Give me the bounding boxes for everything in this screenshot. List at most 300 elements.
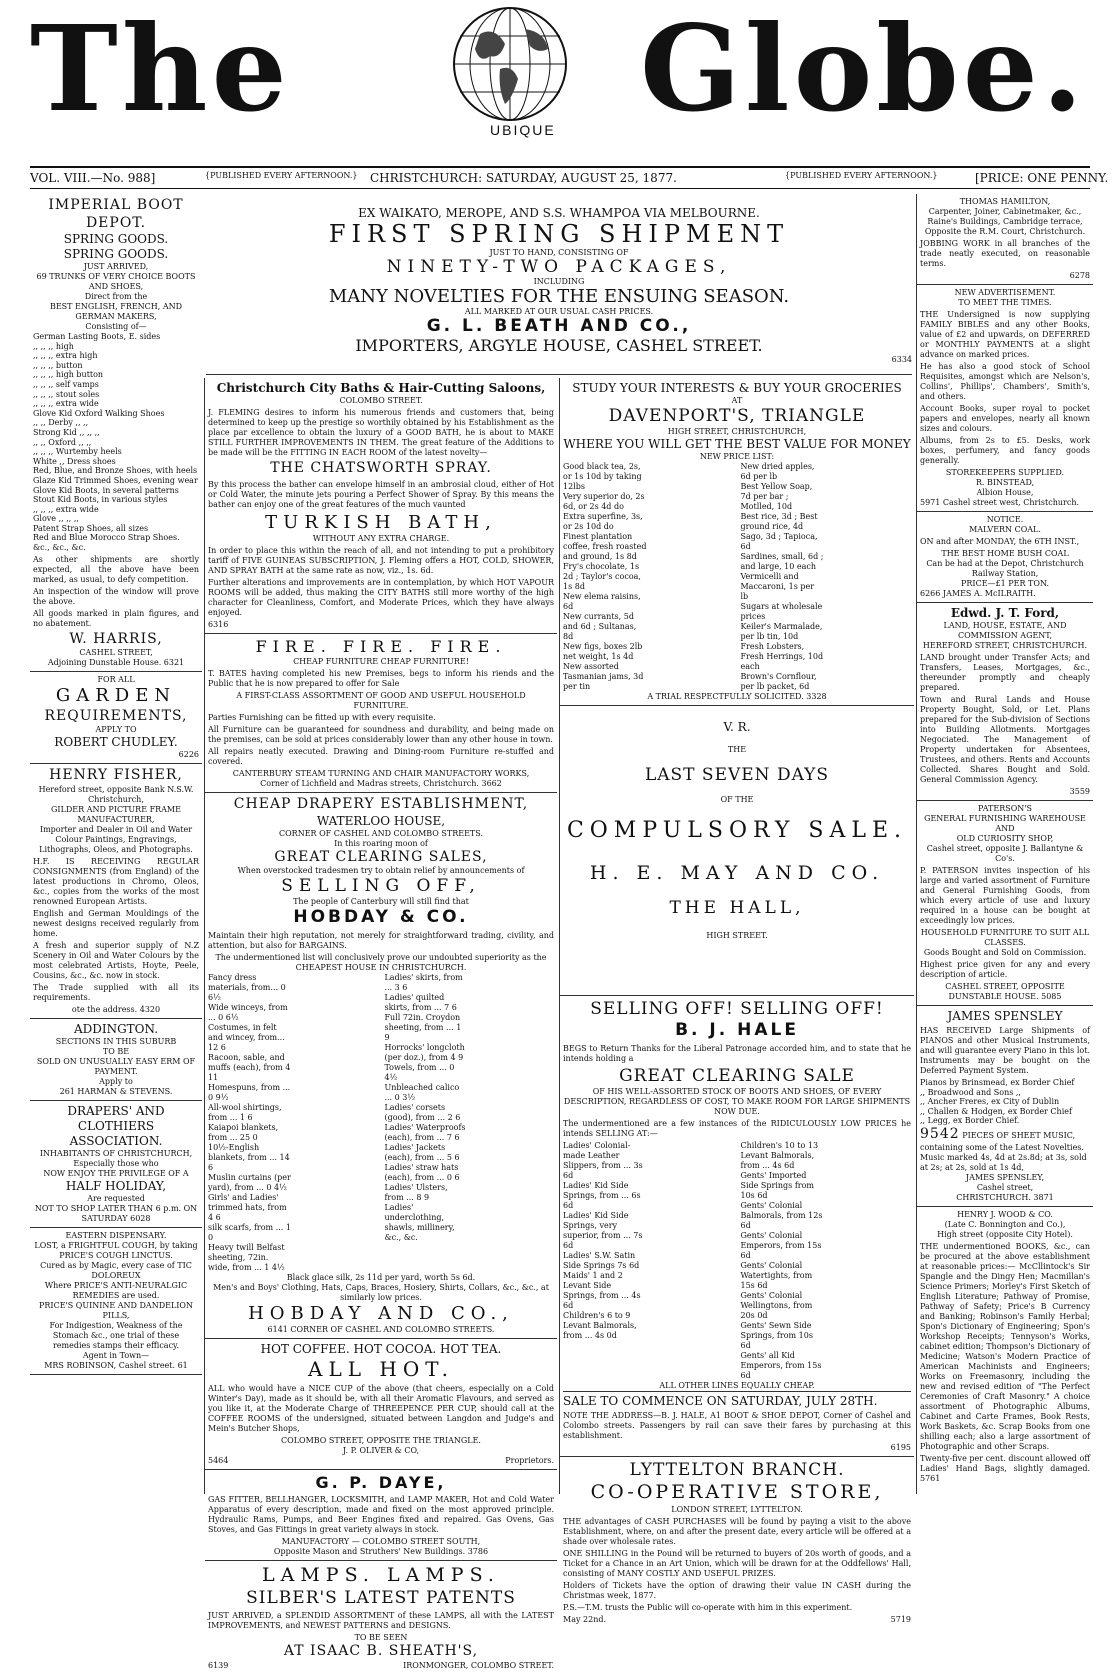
ad-line: GILDER AND PICTURE FRAME MANUFACTURER,: [51, 804, 181, 824]
ad-line: CASHEL STREET, OPPOSITE DUNSTABLE HOUSE.: [945, 982, 1065, 1001]
list-item: Strong Kid ,, ,, ,,: [33, 427, 100, 437]
ad-text: GAS FITTER, BELLHANGER, LOCKSMITH, and LAMP MAKER, Hot and Cold Water Apparatus of every description, made and fixed on the most approved principle. Hydraulic Rams, Pumps, and Beer Engines fixed and repaired. Gas Ovens, Gas Stoves, and Gas Fittings in great variety always in stock.: [208, 1495, 554, 1534]
ad-number: 5971: [920, 498, 941, 507]
ad-firm-name: 261 HARMAN & STEVENS.: [59, 1086, 173, 1096]
ad-number: 5085: [1041, 992, 1062, 1001]
ad-line: HOUSEHOLD FURNITURE TO SUIT ALL CLASSES.: [920, 928, 1090, 947]
ad-title: SELLING OFF,: [281, 876, 481, 896]
ad-firm-name: JAMES A. McILRAITH.: [942, 589, 1036, 598]
price-item: Good black tea, 2s, or 1s 10d by taking 12lbs: [563, 462, 642, 492]
ad-line: BEST ENGLISH, FRENCH, AND GERMAN MAKERS,: [49, 302, 183, 321]
ad-line: LAND, HOUSE, ESTATE, AND COMMISSION AGENT,: [943, 621, 1067, 640]
ad-title: COMPULSORY SALE.: [566, 817, 908, 843]
ad-firm-name: AT ISAAC B. SHEATH'S,: [283, 1643, 479, 1659]
ad-line: Apply to: [99, 1076, 133, 1086]
ad-title: SILBER'S LATEST PATENTS: [246, 1587, 516, 1608]
ad-line: OLD CURIOSITY SHOP,: [956, 834, 1054, 843]
ad-line: SPRING GOODS.: [63, 232, 169, 246]
price-item: New currants, 5d and 6d ; Sultanas, 8d: [563, 612, 637, 642]
ad-firm-name: G. P. DAYE,: [315, 1473, 447, 1492]
ad-line: Albion House,: [976, 488, 1034, 497]
ad-firm-name: JAMES SPENSLEY,: [965, 1173, 1045, 1183]
ad-firm-name: H. E. MAY AND CO.: [589, 862, 885, 884]
ad-line: WITHOUT ANY EXTRA CHARGE.: [312, 534, 450, 543]
ad-line: CANTERBURY STEAM TURNING AND CHAIR MANUFACTORY WORKS,: [232, 769, 530, 778]
price-item: silk scarfs, from ... 1 0: [208, 1222, 291, 1242]
ad-text: Highest price given for any and every description of article.: [920, 960, 1090, 979]
ad-line: Cashel street,: [976, 1183, 1034, 1193]
ad-title: IMPERIAL BOOT DEPOT.: [48, 197, 184, 231]
ad-title: THE CHATSWORTH SPRAY.: [270, 460, 492, 476]
ad-number: 6139: [208, 1660, 229, 1670]
ad-number: 6334: [891, 355, 912, 364]
price-item: Vermicelli and Maccaroni, 1s per lb: [740, 572, 815, 602]
ad-title: DRAPERS' AND CLOTHIERS ASSOCIATION.: [67, 1103, 165, 1148]
list-item: ,, ,, ,, self vamps: [33, 379, 99, 389]
ad-line: Opposite Mason and Struthers' New Buildings.: [273, 1547, 466, 1556]
list-item: Stout Kid Boots, in various styles: [33, 495, 168, 505]
list-item: German Lasting Boots, E. sides: [33, 332, 161, 341]
ad-line: SOLD ON UNUSUALLY EASY ERM OF PAYMENT.: [36, 1056, 196, 1076]
ad-firm-name: HENRY FISHER,: [49, 767, 183, 784]
ad-firm-name: JAMES SPENSLEY: [947, 1009, 1063, 1023]
ad-line: INCLUDING: [533, 277, 585, 286]
price-item: Towels, from ... 0 4½: [384, 1062, 455, 1082]
list-item: ,, ,, ,, extra wide: [33, 399, 99, 409]
price-item: Ladies' Jackets (each), from ... 5 6: [384, 1142, 460, 1162]
list-item: Pianos by Brinsmead, ex Border Chief: [920, 1078, 1075, 1087]
ad-text: A fresh and superior supply of N.Z Scenery in Oil and Water Colours by the most celebrated Artists, Hoyte, Peele, Cousins, &c., &c. now in stock.: [33, 940, 199, 980]
ad-line: STOREKEEPERS SUPPLIED.: [945, 468, 1065, 477]
ad-firm-name: Edwd. J. T. Ford,: [950, 606, 1060, 620]
ad-text: Holders of Tickets have the option of drawing their value IN CASH during the Christmas week, 1877.: [563, 1580, 911, 1600]
ad-number: 6266: [920, 589, 941, 598]
price-item: Best rice, 3d ; Best ground rice, 4d: [740, 512, 818, 532]
price-item: Unbleached calico ... 0 3½: [384, 1082, 460, 1102]
ad-firm-name: THOMAS HAMILTON,: [959, 197, 1051, 206]
ad-text: ONE SHILLING in the Pound will be returned to buyers of 20s worth of goods, and a Ticket for a Chance in an Art Union, which will be drawn for at the Oddfellows' Hall, consisting of MANY COSTLY AND USEFUL PRIZES.: [563, 1548, 911, 1578]
ad-line: CHRISTCHURCH.: [956, 1193, 1031, 1203]
ad-line: Where PRICE'S ANTI-NEURALGIC REMEDIES are used.: [44, 1280, 188, 1300]
ad-line: May 22nd.: [563, 1614, 607, 1624]
price: [PRICE: ONE PENNY.: [975, 171, 1109, 185]
price-item: Ladies' S.W. Satin Side Springs 7s 6d: [563, 1250, 640, 1270]
price-item: Gents' Colonial Balmorals, from 12s 6d: [740, 1200, 823, 1230]
price-item: Ladies' Waterproofs (each), from ... 7 6: [384, 1122, 466, 1142]
ad-title: ADDINGTON.: [73, 1021, 159, 1036]
price-item: Full 72in. Croydon sheeting, from ... 1 9: [384, 1012, 462, 1042]
ad-line: The undermentioned list will conclusively prove our undoubted superiority as the CHEAPEST HOUSE IN CHRISTCHURCH.: [215, 952, 547, 972]
ad-title: STUDY YOUR INTERESTS & BUY YOUR GROCERIES: [572, 381, 902, 395]
ad-title: ALL HOT.: [308, 1357, 454, 1381]
list-item: Glove Kid Oxford Walking Shoes: [33, 408, 165, 418]
ad-line: Proprietors.: [505, 1456, 554, 1465]
ad-firm-name: DAVENPORT'S, TRIANGLE: [608, 406, 866, 426]
price-item: Ladies' straw hats (each), from ... 0 6: [384, 1162, 460, 1182]
sheet-music-count: 9542: [920, 1125, 960, 1142]
ad-number: 6028: [130, 1213, 151, 1223]
price-item: Sago, 3d ; Tapioca, 6d: [740, 532, 818, 552]
ad-title: TURKISH BATH,: [265, 511, 497, 533]
price-item: Muslin curtains (per yard), from ... 0 4½: [208, 1172, 291, 1192]
furniture-ad: [205, 634, 557, 793]
ad-line: ALL OTHER LINES EQUALLY CHEAP.: [659, 1380, 815, 1390]
ad-text: JUST ARRIVED, a SPLENDID ASSORTMENT of these LAMPS, all with the LATEST IMPROVEMENTS, and NEWEST PATTERNS and DESIGNS.: [208, 1611, 554, 1630]
ad-firm-name: HOBDAY & CO.: [293, 907, 469, 928]
ad-title: MALVERN COAL.: [969, 525, 1041, 534]
price-item: Heavy twill Belfast sheeting, 72in. wide, from ... 1 4½: [208, 1242, 285, 1272]
price-item: Horrocks' longcloth (per doz.), from 4 9: [384, 1042, 465, 1062]
ad-address: IMPORTERS, ARGYLE HOUSE, CASHEL STREET.: [355, 336, 763, 355]
ad-line: Cured as by Magic, every case of TIC DOLOREUX: [40, 1260, 192, 1280]
ad-title: TO MEET THE TIMES.: [958, 298, 1052, 307]
ad-title: REQUIREMENTS,: [44, 707, 188, 724]
drapers-ad: [30, 1101, 202, 1228]
ad-title: LAMPS. LAMPS.: [262, 1564, 500, 1586]
lamps-ad: [205, 1561, 557, 1674]
ad-line: ALL MARKED AT OUR USUAL CASH PRICES.: [464, 307, 654, 316]
ad-text: Albums, from 2s to £5. Desks, work boxes, perfumery, and fancy goods generally.: [920, 436, 1090, 465]
price-item: 10½-English blankets, from ... 14 6: [208, 1142, 290, 1172]
price-item: Brown's Cornflour, per lb packet, 6d: [740, 672, 817, 692]
malvern-ad: [917, 512, 1093, 603]
price-item: Ladies' underclothing, shawls, millinery, &c., &c.: [384, 1202, 455, 1242]
ad-text: An inspection of the window will prove the above.: [33, 586, 199, 606]
ad-text: English and German Mouldings of the newest designs received regularly from home.: [33, 908, 199, 938]
ad-title: LYTTELTON BRANCH.: [629, 1459, 845, 1480]
ad-firm-name: PATERSON'S: [978, 804, 1032, 813]
ad-headline: FIRST SPRING SHIPMENT: [328, 220, 790, 248]
price-item: Very superior do, 2s 6d, or 2s 4d do: [563, 492, 645, 512]
ad-line: Consisting of—: [85, 322, 147, 331]
ad-line: The people of Canterbury will still find that: [293, 897, 469, 907]
ad-text: ON and after MONDAY, the 6TH INST.,: [920, 537, 1080, 546]
ad-line: MANUFACTORY — COLOMBO STREET SOUTH,: [281, 1537, 481, 1546]
price-item: Keiler's Marmalade, per lb tin, 10d: [740, 622, 823, 642]
ad-line: COLOMBO STREET, OPPOSITE THE TRIANGLE.: [281, 1436, 481, 1445]
ad-title: HALF HOLIDAY,: [65, 1178, 167, 1193]
ad-title: GARDEN: [55, 685, 177, 707]
list-item: ,, Broadwood and Sons ,,: [920, 1087, 1021, 1097]
list-item: ,, ,, ,, button: [33, 360, 83, 370]
list-item: Patent Strap Shoes, all sizes: [33, 523, 149, 533]
garden-ad: [30, 672, 202, 764]
ad-title: GREAT CLEARING SALES,: [274, 848, 488, 865]
ad-line: (Late C. Bonnington and Co.),: [944, 1220, 1066, 1230]
ad-line: NOT TO SHOP LATER THAN 6 p.m. ON SATURDAY: [34, 1203, 198, 1223]
ad-text: As other shipments are shortly expected, all the above have been marked, as usual, to defy competition.: [33, 554, 199, 584]
ad-text: All goods marked in plain figures, and no abatement.: [33, 608, 199, 628]
list-item: Glove Kid Boots, in several patterns: [33, 485, 179, 495]
ad-text: Maintain their high reputation, not merely for straightforward trading, civility, and attention, but also for BARGAINS.: [208, 930, 554, 950]
ad-text: Parties Furnishing can be fitted up with every requisite.: [208, 713, 436, 722]
list-item: ,, ,, ,, stout soles: [33, 389, 100, 399]
list-item: ,, ,, Derby ,, ,,: [33, 418, 89, 428]
ad-line: Hereford street, opposite Bank N.S.W. Christchurch,: [38, 784, 194, 804]
ad-text: T. BATES having completed his new Premises, begs to inform his riends and the Public that he is now prepared to offer for Sale: [208, 669, 554, 688]
royal-cipher: V. R.: [723, 720, 751, 735]
ad-line: Black glace silk, 2s 11d per yard, worth 5s 6d.: [286, 1272, 476, 1282]
price-item: Ladies' corsets (good), from ... 2 6: [384, 1102, 461, 1122]
price-item: Children's 6 to 9 Levant Balmorals, from ... 4s 0d: [563, 1310, 637, 1340]
price-item: Girls' and Ladies' trimmed hats, from 4 6: [208, 1192, 287, 1222]
dateline: [30, 166, 1109, 189]
price-item: New assorted Tasmanian jams, 3d per tin: [563, 662, 644, 692]
ad-title: WHERE YOU WILL GET THE BEST VALUE FOR MONEY: [563, 437, 911, 452]
price-item: Costumes, in felt and wincey, from... 12 6: [208, 1022, 285, 1052]
ad-line: COLOMBO STREET.: [339, 396, 423, 405]
ad-title: CO-OPERATIVE STORE,: [590, 1481, 884, 1503]
list-item: Glaze Kid Trimmed Shoes, evening wear: [33, 475, 198, 485]
ad-number: 3871: [1033, 1193, 1054, 1203]
boot-list: [33, 332, 199, 553]
ad-line: GENERAL FURNISHING WAREHOUSE: [924, 814, 1086, 823]
list-item: ,, ,, ,, Wurtemby heels: [33, 447, 122, 457]
ad-number: 3786: [467, 1547, 489, 1556]
ad-line: THE: [727, 745, 747, 755]
may-ad: [560, 706, 914, 996]
ad-title: GREAT CLEARING SALE: [619, 1065, 855, 1086]
column-2: [204, 378, 557, 1670]
ad-line: Cashel street, opposite J. Ballantyne & Co's.: [926, 844, 1084, 863]
ad-line: APPLY TO: [95, 725, 137, 735]
price-item: Gents' all Kid Emperors, from 15s 6d: [740, 1350, 822, 1380]
price-list: [208, 973, 554, 1273]
ad-headline: NINETY-TWO PACKAGES,: [386, 257, 732, 277]
ad-firm-name: HENRY J. WOOD & CO.: [957, 1210, 1053, 1220]
binstead-ad: [917, 285, 1093, 512]
ad-title: LAST SEVEN DAYS: [644, 765, 830, 786]
ad-line: Adjoining Dunstable House.: [47, 658, 162, 668]
ad-title: WATERLOO HOUSE,: [316, 813, 446, 828]
ad-line: When overstocked tradesmen try to obtain relief by announcements of: [237, 866, 525, 875]
ad-line: LOST, a FRIGHTFUL COUGH, by taking PRICE'S COUGH LINCTUS.: [34, 1240, 198, 1260]
price-item: Extra superfine, 3s, or 2s 10d do: [563, 512, 643, 532]
ad-line: 69 TRUNKS OF VERY CHOICE BOOTS AND SHOES,: [36, 272, 196, 291]
ford-ad: [917, 603, 1093, 801]
wood-ad: [917, 1207, 1093, 1489]
ad-text: THE Undersigned is now supplying FAMILY BIBLES and any other Books, value of £2 and upwards, on DEFERRED or MONTHLY PAYMENTS at a slight advance on marked prices.: [920, 310, 1090, 359]
globe-icon: [450, 4, 570, 124]
ad-number: 6321: [163, 658, 185, 668]
ad-text: Town and Rural Lands and House Property Bought, Sold, or Let. Plans prepared for the Sub-division of Sections into Building Allotments. Mortgages Negociated. The Management of Property undertaken for Absentees, Trustees, and others. Rents and Accounts Collected. Shares Bought and Sold. General Commission Agency.: [920, 695, 1090, 784]
ad-line: A FIRST-CLASS ASSORTMENT OF GOOD AND USEFUL HOUSEHOLD FURNITURE.: [236, 691, 526, 710]
hobday-ad: [205, 793, 557, 1339]
spensley-ad: [917, 1006, 1093, 1207]
ad-text: Twenty-five per cent. discount allowed off Ladies' Hand Bags, slightly damaged.: [920, 1454, 1090, 1474]
ad-line: For Indigestion, Weakness of the Stomach &c., one trial of these remedies stamps their efficacy.: [49, 1320, 183, 1350]
price-item: Kaiapoi blankets, from ... 25 0: [208, 1122, 279, 1142]
price-item: Ladies' Kid Side Springs, very superior, from ... 7s 6d: [563, 1210, 643, 1250]
ad-title: Christchurch City Baths & Hair-Cutting Saloons,: [216, 381, 546, 395]
price-item: Gents' Colonial Emperors, from 15s 6d: [740, 1230, 822, 1260]
ad-text: All Furniture can be guaranteed for soundness and durability, and being made on the premises, can be sold at prices considerably lower than any other house in town.: [208, 725, 554, 744]
ad-line: NEW PRICE LIST:: [699, 452, 775, 462]
hamilton-ad: [917, 194, 1093, 285]
ad-text: H.F. IS RECEIVING REGULAR CONSIGNMENTS (from England) of the latest productions in Chromo, Oleos, &c., copies from the works of the most renowned European Artists.: [33, 856, 199, 906]
ad-text: J. FLEMING desires to inform his numerous friends and customers that, being determined to keep up the prestige so worthily obtained by his Establishment as the place par excellence to obtain the luxury of a GOOD BATH, he is about to MAKE STILL FURTHER IMPROVEMENTS IN THEM. The great feature of the Additions to be made will be the FITTING IN EACH ROOM of the latest novelty—: [208, 408, 554, 457]
price-item: Racoon, sable, and muffs (each), from 4 11: [208, 1052, 291, 1082]
ad-line: INHABITANTS OF CHRISTCHURCH,: [39, 1148, 193, 1158]
dispensary-ad: [30, 1228, 202, 1375]
ad-number: 4320: [139, 1004, 161, 1014]
ad-line: AND: [995, 824, 1015, 833]
ad-number: 3328: [806, 692, 827, 702]
list-item: ,, ,, ,, high: [33, 341, 74, 351]
price-item: Fresh Lobsters, Fresh Herrings, 10d each: [740, 642, 824, 672]
boot-depot-ad: [30, 194, 202, 672]
ad-title: SELLING OFF! SELLING OFF!: [590, 999, 884, 1019]
ad-text: LAND brought under Transfer Acts; and Transfers, Leases, Mortgages, &c., thereunder promptly and cheaply prepared.: [920, 653, 1090, 692]
price-item: Wide winceys, from ... 0 6½: [208, 1002, 288, 1022]
ad-line: JUST TO HAND, CONSISTING OF: [489, 248, 629, 257]
published-left: {PUBLISHED EVERY AFTERNOON.}: [205, 171, 358, 180]
ad-line: Corner of Lichfield and Madras streets, Christchurch.: [260, 779, 479, 788]
ad-line: SECTIONS IN THIS SUBURB: [55, 1036, 177, 1046]
price-item: Children's 10 to 13 Levant Balmorals, from ... 4s 6d: [740, 1140, 819, 1170]
list-item: ,, Challen & Hodgen, ex Border Chief: [920, 1106, 1072, 1116]
ad-title: FIRE. FIRE. FIRE.: [255, 637, 507, 656]
ad-firm-name: R. BINSTEAD,: [975, 478, 1035, 487]
price-item: Fancy dress materials, from... 0 6½: [208, 972, 286, 1002]
ad-title: SALE TO COMMENCE ON SATURDAY, JULY 28TH.: [563, 1391, 911, 1409]
ad-line: Carpenter, Joiner, Cabinetmaker, &c., Raine's Buildings, Cambridge terrace, Opposite the R.M. Court, Christchurch.: [924, 207, 1086, 236]
ad-text: NOTE THE ADDRESS—B. J. HALE, A1 BOOT & SHOE DEPOT, Corner of Cashel and Colombo streets. Passengers by rail can save their fares by purchasing at this establishment.: [563, 1410, 911, 1440]
ad-text: The Trade supplied with all its requirements.: [33, 982, 199, 1002]
ad-line: AT: [731, 396, 743, 405]
ad-line: PRICE—£1 PER TON.: [961, 579, 1049, 588]
paterson-ad: [917, 801, 1093, 1006]
ad-line: IRONMONGER, COLOMBO STREET.: [403, 1660, 554, 1670]
ad-firm-name: J. P. OLIVER & CO,: [342, 1446, 420, 1455]
list-item: Glove ,, ,, ,,: [33, 514, 79, 524]
price-item: Homespuns, from ... 0 9½: [208, 1082, 291, 1102]
ad-text: By this process the bather can envelope himself in an ambrosial cloud, either of Hot or Cold Water, the minute jets pouring a Perfect Shower of Spray. By this means the bather can enjoy one of the great features of the much vaunted: [208, 479, 554, 509]
ad-line: Importer and Dealer in Oil and Water Colour Paintings, Engravings, Lithographs, Oleos, and Photographs.: [39, 824, 193, 854]
ad-text: THE undermentioned BOOKS, &c., can be procured at the above establishment at reasonable prices:— McCllintock's Sir Spangle and the Dingy Hen; Macmillan's Science Primers; Morley's First Sketch of English Literature; Pathway of Promise, Pathway of Safety; Price's B Currency and Banking; Robinson's Family Herbal; Spon's Dictionary of Engineering; Spon's Workshop Receipts; Tennyson's Works, cabinet edition; Thompson's Dictionary of Medicine; Watson's Modern Practice of American Machinists and Engineers; Works on Freemasonry, including the new and revised edition of "The Perfect Ceremonies of Craft Masonry." A choice assortment of Photographic Albums, Cabinet and Carte Frames, Book Rests, Work Baskets, &c. Scrap Books from one shilling each; also a large assortment of Photographic and other Scraps.: [920, 1242, 1090, 1452]
ad-headline: MANY NOVELTIES FOR THE ENSUING SEASON.: [328, 286, 790, 307]
ad-number: 6195: [890, 1442, 911, 1452]
ad-title: EASTERN DISPENSARY.: [65, 1230, 167, 1240]
ad-text: JOBBING WORK in all branches of the trade neatly executed, on reasonable terms.: [920, 239, 1090, 268]
list-item: ,, ,, ,, extra high: [33, 351, 98, 361]
ad-number: 5719: [890, 1614, 911, 1624]
price-item: Finest plantation coffee, fresh roasted and ground, 1s 8d: [563, 532, 647, 562]
ad-title: THE HALL,: [669, 897, 805, 918]
ad-line: TO BE SEEN: [354, 1633, 408, 1642]
ad-line: In this roaring moon of: [334, 838, 428, 848]
masthead: [0, 0, 1114, 158]
ad-line: Can be had at the Depot, Christchurch Railway Station,: [926, 559, 1084, 578]
ad-line: HIGH STREET.: [706, 931, 768, 940]
ad-line: LONDON STREET, LYTTELTON.: [671, 1504, 803, 1514]
ad-line: FOR ALL: [97, 675, 135, 685]
masthead-motto: UBIQUE: [490, 122, 556, 138]
price-item: Ladies' Colonial-made Leather Slippers, from ... 3s 6d: [563, 1140, 643, 1180]
masthead-globe: Globe.: [640, 0, 1087, 138]
ad-line: A TRIAL RESPECTFULLY SOLICITED.: [647, 692, 804, 702]
ad-line: OF THE: [720, 794, 754, 804]
price-item: Ladies' skirts, from ... 3 6: [384, 972, 463, 992]
ad-line: TO BE: [102, 1046, 130, 1056]
ad-text: Account Books, super royal to pocket papers and envelopes, nearly all known sizes and colours.: [920, 404, 1090, 433]
ad-line: ote the address.: [71, 1004, 138, 1014]
ad-text: BEGS to Return Thanks for the Liberal Patronage accorded him, and to state that he intends holding a: [563, 1043, 911, 1063]
ad-line: Men's and Boys' Clothing, Hats, Caps, Braces, Hosiery, Shirts, Collars, &c., &c., at similarly low prices.: [213, 1282, 549, 1302]
ad-text: Further alterations and improvements are in contemplation, by which HOT VAPOUR ROOMS will be added, thus making the CITY BATHS still more worthy of the high character for Cleanliness, Comfort, and Moderate Prices, which they have always enjoyed.: [208, 578, 554, 617]
ad-text: P.S.—T.M. trusts the Public will co-operate with him in this experiment.: [563, 1602, 853, 1612]
hale-ad: [560, 996, 914, 1457]
list-item: Red, Blue, and Bronze Shoes, with heels: [33, 466, 198, 476]
list-item: ,, ,, Oxford ,, ,,: [33, 437, 92, 447]
daye-ad: [205, 1470, 557, 1561]
ad-text: He has also a good stock of School Requisites, amongst which are Nelson's, Collins', Phillips', Chambers', Smith's, and others.: [920, 362, 1090, 401]
boot-price-list: [563, 1141, 911, 1381]
list-item: Red and Blue Morocco Strap Shoes.: [33, 533, 180, 543]
ad-text: ALL who would have a NICE CUP of the above (that cheers, especially on a Cold Winter's Day), made as it should be, with all their Aromatic Flavours, and served as you like it, at the Moderate Charge of THREEPENCE PER CUP, should call at the COFFEE ROOMS of the undersigned, situated between Langdon and Judge's and Mein's Butcher Shops,: [208, 1384, 554, 1433]
grocery-price-list: [563, 462, 911, 692]
column-1: [30, 194, 202, 1494]
column-4: [916, 194, 1093, 1494]
ad-text: In order to place this within the reach of all, and not intending to put a prohibitory tariff of FIVE GUINEAS SUBSCRIPTION, J. Fleming offers a HOT, COLD, SHOWER, AND SPRAY BATH at the same rate as now, viz., 1s. 6d.: [208, 546, 554, 575]
price-item: Best Yellow Soap, 7d per bar ; Motlled, 10d: [740, 482, 813, 512]
ad-title: HOT COFFEE. HOT COCOA. HOT TEA.: [260, 1342, 502, 1356]
price-item: Ladies' Kid Side Springs, from ... 6s 6d: [563, 1180, 641, 1210]
price-item: Ladies' quilted skirts, from ... 7 6: [384, 992, 457, 1012]
ad-line: NEW ADVERTISEMENT.: [954, 288, 1056, 297]
ad-line: NOTICE.: [986, 515, 1024, 524]
ad-line: MRS ROBINSON, Cashel street. 61: [44, 1360, 188, 1370]
ad-line: Agent in Town—: [82, 1350, 150, 1360]
price-item: Gents' Colonial Watertights, from 15s 6d: [740, 1260, 813, 1290]
price-item: Ladies' Ulsters, from ... 8 9: [384, 1182, 448, 1202]
price-item: Fry's chocolate, 1s 2d ; Taylor's cocoa, 1s 8d: [563, 562, 641, 592]
ad-firm-name: B. J. HALE: [675, 1020, 799, 1041]
ad-text: HAS RECEIVED Large Shipments of PIANOS and other Musical Instruments, and will guarantee every Piano in this lot. Instruments may be bought on the Deferred Payment System.: [920, 1026, 1090, 1075]
list-item: ,, Ancher Freres, ex City of Dublin: [920, 1097, 1060, 1107]
price-item: New dried apples, 6d per lb: [740, 462, 815, 482]
ad-line: HEREFORD STREET, CHRISTCHURCH.: [922, 641, 1088, 650]
ad-line: 6141 CORNER OF CASHEL AND COLOMBO STREETS.: [267, 1325, 495, 1334]
price-item: Sugars at wholesale prices: [740, 602, 823, 622]
column-3: [559, 378, 914, 1624]
list-item: ,, ,, ,, high button: [33, 370, 104, 380]
published-right: {PUBLISHED EVERY AFTERNOON.}: [785, 171, 938, 180]
coffee-ad: [205, 1339, 557, 1470]
ad-line: SPRING GOODS.: [63, 247, 169, 261]
ad-text: PIECES OF SHEET MUSIC, containing some of the Latest Novelties. Music marked 4s, 4d at 2s.8d; at 3s, sold at 2s; at 2s, sold at 1s 4d,: [920, 1130, 1087, 1173]
price-item: Gents' Sewn Side Springs, from 10s 6d: [740, 1320, 813, 1350]
ad-line: CHEAP FURNITURE CHEAP FURNITURE!: [293, 657, 469, 666]
ad-line: Especially those who: [73, 1158, 159, 1168]
ad-line: Goods Bought and Sold on Commission.: [923, 948, 1087, 957]
ad-firm-name: ROBERT CHUDLEY.: [54, 735, 178, 750]
ad-firm-name: HOBDAY AND CO.,: [248, 1302, 514, 1324]
price-item: Gents' Imported Side Springs from 10s 6d: [740, 1170, 815, 1200]
price-item: Sardines, small, 6d ; and large, 10 each: [740, 552, 824, 572]
baths-ad: [205, 378, 557, 634]
ad-line: High street (opposite City Hotel).: [937, 1230, 1073, 1240]
masthead-the: The: [30, 0, 291, 138]
ad-line: CASHEL STREET,: [79, 648, 153, 658]
price-item: New figs, boxes 2lb net weight, 1s 4d: [563, 642, 643, 662]
list-item: ,, ,, ,, extra wide: [33, 504, 99, 514]
ad-line: THE BEST HOME BUSH COAL: [941, 549, 1069, 558]
list-item: White ,, Dress shoes: [33, 456, 116, 466]
coop-ad: [560, 1457, 914, 1628]
price-item: All-wool shirtings, from ... 1 6: [208, 1102, 282, 1122]
ad-text: P. PATERSON invites inspection of his large and varied assortment of Furniture and General Furnishing Goods, from which every article of use and luxury required in a house can be bought at exceedingly low prices.: [920, 866, 1090, 925]
